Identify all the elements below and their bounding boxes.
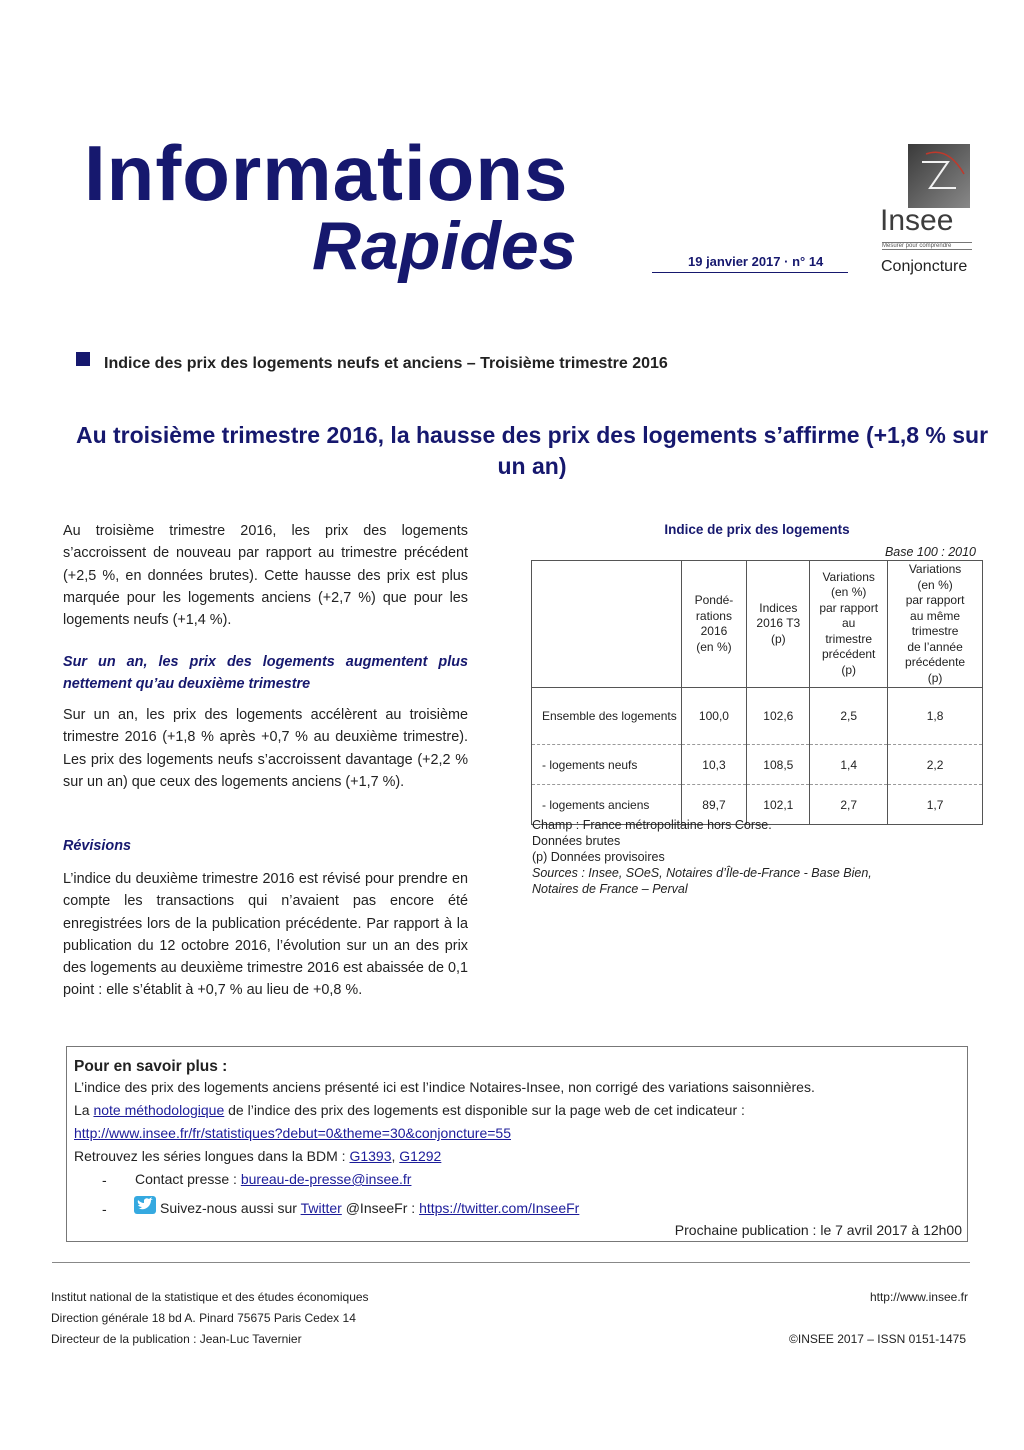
table-base: Base 100 : 2010: [884, 545, 976, 559]
masthead-title-line1: Informations: [84, 129, 569, 217]
twitter-link[interactable]: Twitter: [300, 1200, 342, 1216]
next-publication: Prochaine publication : le 7 avril 2017 à 12h00: [674, 1222, 962, 1238]
press-contact-line: [135, 1171, 411, 1187]
press-email-link[interactable]: bureau-de-presse@insee.fr: [240, 1171, 412, 1187]
bdm-g1393-link[interactable]: G1393: [349, 1148, 392, 1164]
blue-square-bullet-icon: [76, 352, 90, 366]
table-cell: 1,4: [810, 745, 888, 785]
more-info-line: L’indice des prix des logements anciens présenté ici est l’indice Notaires-Insee, non corrigé des variations saisonnières.: [74, 1079, 815, 1095]
logo-tagline: Mesurer pour comprendre: [882, 242, 972, 250]
table-cell: 100,0: [681, 688, 747, 745]
table-note: Champ : France métropolitaine hors Corse.: [532, 818, 772, 832]
table-cell: 108,5: [747, 745, 810, 785]
footer-institute: Institut national de la statistique et des études économiques: [51, 1290, 369, 1304]
table-cell: - logements neufs: [532, 745, 682, 785]
indicator-url-link[interactable]: http://www.insee.fr/fr/statistiques?debut=0&theme=30&conjoncture=55: [74, 1125, 511, 1141]
table-cell: 2,7: [810, 785, 888, 825]
paragraph-revisions: L’indice du deuxième trimestre 2016 est révisé pour prendre en compte les transactions qui n’avaient pas encore été enregistrées lors de la publication précédente. Par rapport à la publication du 12 octobre 2016, l’évolution sur un an des prix des logements au deuxième trimestre 2016 est abaissée de 0,1 point : elle s’établit à +0,7 % au lieu de +0,8 %.: [63, 871, 468, 999]
table-cell: 102,6: [747, 688, 810, 745]
table-header-cell: Variations (en %) par rapport au même trimestre de l’année précédente (p): [888, 561, 983, 688]
footer-director: Directeur de la publication : Jean-Luc Tavernier: [51, 1332, 302, 1346]
footer-address: Direction générale 18 bd A. Pinard 75675 Paris Cedex 14: [51, 1311, 356, 1325]
table-cell: 2,5: [810, 688, 888, 745]
bdm-line: [74, 1148, 441, 1164]
table-header-cell: Variations (en %) par rapport au trimestre précédent (p): [810, 561, 888, 688]
table-cell: 1,7: [888, 785, 983, 825]
footer-copyright: ©INSEE 2017 – ISSN 0151-1475: [789, 1332, 966, 1346]
bdm-separator: ,: [391, 1148, 400, 1164]
twitter-bird-icon: [134, 1196, 156, 1214]
masthead-title-line2: Rapides: [312, 208, 577, 284]
insee-logo-mark-icon: [908, 144, 970, 208]
footer-website-link[interactable]: http://www.insee.fr: [869, 1290, 968, 1304]
footer-rule: [52, 1262, 970, 1263]
price-index-table: [531, 560, 983, 825]
methodology-prefix: La: [74, 1102, 94, 1118]
issue-date-number: 19 janvier 2017 · n° 14: [688, 254, 824, 269]
follow-handle: @InseeFr :: [341, 1200, 420, 1216]
table-header-cell: Indices 2016 T3 (p): [747, 561, 810, 688]
table-row: [532, 745, 983, 785]
paragraph-annual: Sur un an, les prix des logements accélèrent au troisième trimestre 2016 (+1,8 % après +0,7 % au deuxième trimestre). Les prix des logements neufs s’accroissent davantage (+2,2 % sur un an) que ceux des logements anciens (+1,7 %).: [63, 707, 468, 790]
table-header-cell: [532, 561, 682, 688]
logo-subtitle: Conjoncture: [881, 258, 968, 275]
table-note: (p) Données provisoires: [532, 850, 665, 864]
table-note: Données brutes: [532, 834, 621, 848]
list-dash: -: [102, 1201, 107, 1217]
table-row: [532, 688, 983, 745]
subheading-revisions: Révisions: [63, 838, 131, 854]
masthead-rule: [652, 272, 848, 273]
follow-line: [160, 1200, 579, 1216]
table-cell: - logements anciens: [532, 785, 682, 825]
subject-line: Indice des prix des logements neufs et anciens – Troisième trimestre 2016: [104, 355, 668, 372]
bdm-g1292-link[interactable]: G1292: [399, 1148, 442, 1164]
methodology-suffix: de l’indice des prix des logements est disponible sur la page web de cet indicateur :: [224, 1102, 745, 1118]
bdm-prefix: Retrouvez les séries longues dans la BDM :: [74, 1148, 350, 1164]
table-cell: 2,2: [888, 745, 983, 785]
list-dash: -: [102, 1172, 107, 1188]
table-cell: 1,8: [888, 688, 983, 745]
table-header-cell: Pondé- rations 2016 (en %): [681, 561, 747, 688]
table-cell: 102,1: [747, 785, 810, 825]
table-title: Indice de prix des logements: [664, 522, 850, 537]
twitter-url-link[interactable]: https://twitter.com/InseeFr: [419, 1200, 580, 1216]
table-sources-continued: Notaires de France – Perval: [532, 882, 688, 896]
paragraph-intro: Au troisième trimestre 2016, les prix des logements s’accroissent de nouveau par rapport au trimestre précédent (+2,5 %, en données brutes). Cette hausse des prix est plus marquée pour les logements anciens (+2,7 %) que pour les logements neufs (+1,4 %).: [63, 523, 468, 629]
subheading-annual: Sur un an, les prix des logements augmentent plus nettement qu’au deuxième trimestre: [63, 654, 468, 692]
table-cell: 10,3: [681, 745, 747, 785]
table-cell: Ensemble des logements: [532, 688, 682, 745]
follow-prefix: Suivez-nous aussi sur: [160, 1200, 301, 1216]
table-cell: 89,7: [681, 785, 747, 825]
methodology-note-link[interactable]: note méthodologique: [93, 1102, 225, 1118]
headline: Au troisième trimestre 2016, la hausse des prix des logements s’affirme (+1,8 % sur un an): [75, 422, 989, 479]
press-contact-prefix: Contact presse :: [135, 1171, 241, 1187]
logo-name: Insee: [880, 204, 954, 237]
table-sources: Sources : Insee, SOeS, Notaires d’Île-de-France - Base Bien,: [532, 866, 872, 880]
methodology-line: [74, 1102, 745, 1118]
more-info-title: Pour en savoir plus :: [74, 1058, 228, 1075]
